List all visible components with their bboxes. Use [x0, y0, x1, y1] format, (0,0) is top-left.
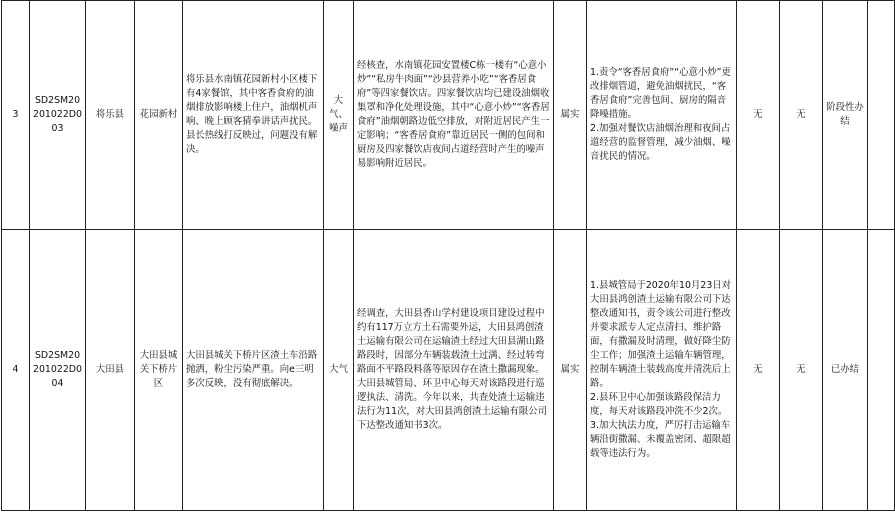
investigation-result: 经核查，水南镇花园安置楼C栋一楼有“心意小炒”“私房牛肉面”“沙县营养小吃”“客香居食府”等四家餐饮店。四家餐饮店均已建设油烟收集罩和净化处理设施，其中“心意小炒”“客香居食府”油烟朝路边低空排放，对附近居民产生一定影响；“客香居食府”靠近居民一侧的包间和厨房及四家餐饮店夜间占道经营时产生的噪声易影响附近居民。: [354, 1, 554, 230]
accountability-a: 无: [737, 230, 780, 511]
remarks: [868, 230, 895, 511]
complaint-content: 将乐县水南镇花园新村小区楼下有4家餐馆，其中客香食府的油烟排放影响楼上住户，油烟机声响、晚上顾客猜拳讲话声扰民。县长热线打反映过，问题没有解决。: [183, 1, 324, 230]
pollution-category: 大气: [324, 230, 354, 511]
verdict: 属实: [554, 1, 587, 230]
accountability-a: 无: [737, 1, 780, 230]
row-number: 3: [2, 1, 30, 230]
investigation-result: 经调查，大田县香山学村建设项目建设过程中约有117万立方土石需要外运，大田县鸿创渣土运输有限公司在运输渣土经过大田县湖山路路段时，因部分车辆装载渣土过满、经过转弯路面不平路段料落等原因存在渣土撒漏现象。大田县城管局、环卫中心每天对该路段进行巡逻执法、清洗。今年以来，共查处渣土运输违法行为11次，对大田县鸿创渣土运输有限公司下达整改通知书3次。: [354, 230, 554, 511]
case-id: SD2SM20201022D004: [30, 230, 86, 511]
status: 阶段性办结: [823, 1, 868, 230]
pollution-category: 大气、噪声: [324, 1, 354, 230]
table-row: [2, 230, 895, 511]
county: 将乐县: [86, 1, 135, 230]
row-number: 4: [2, 230, 30, 511]
case-id: SD2SM20201022D003: [30, 1, 86, 230]
table-row: [2, 1, 895, 230]
status: 已办结: [823, 230, 868, 511]
complaint-table: [1, 0, 895, 511]
location: 花园新村: [135, 1, 183, 230]
accountability-b: 无: [780, 1, 823, 230]
verdict: 属实: [554, 230, 587, 511]
county: 大田县: [86, 230, 135, 511]
rectification-measures: 1.责令“客香居食府”“心意小炒”更改排烟管道，避免油烟扰民，“客香居食府”完善包间、厨房的隔音降噪措施。 2.加强对餐饮店油烟治理和夜间占道经营的监督管理，减少油烟、噪音扰民的情况。: [587, 1, 737, 230]
location: 大田县城关下桥片区: [135, 230, 183, 511]
accountability-b: 无: [780, 230, 823, 511]
remarks: [868, 1, 895, 230]
rectification-measures: 1.县城管局于2020年10月23日对大田县鸿创渣土运输有限公司下达整改通知书，责令该公司进行整改并要求派专人定点清扫、维护路面，有撒漏及时清理，做好降尘防尘工作；加强渣土运输车辆管理，控制车辆渣土装载高度并清洗后上路。 2.县环卫中心加强该路段保洁力度，每天对该路段冲洗不少2次。 3.加大执法力度，严厉打击运输车辆沿街撒漏、未覆盖密闭、超限超载等违法行为。: [587, 230, 737, 511]
complaint-content: 大田县城关下桥片区渣土车沿路抛洒，粉尘污染严重。向e三明多次反映，没有彻底解决。: [183, 230, 324, 511]
